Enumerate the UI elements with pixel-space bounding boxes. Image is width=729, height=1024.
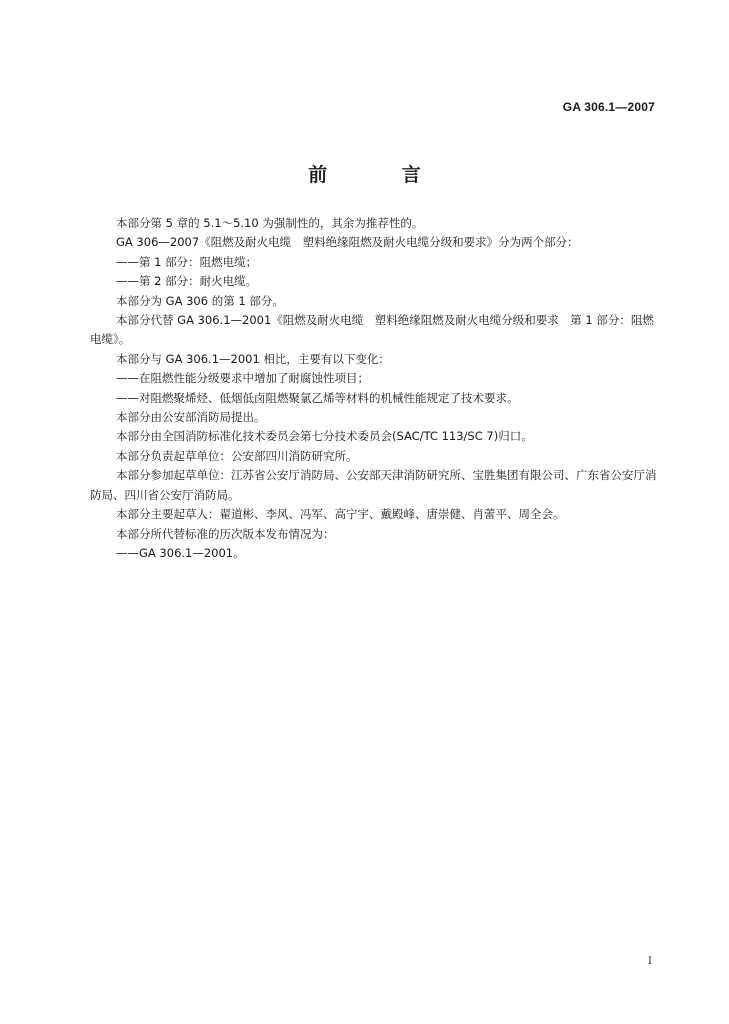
paragraph-changes-intro: 本部分与 GA 306.1—2001 相比，主要有以下变化： [116,351,390,366]
paragraph-part-2: ——第 2 部分：耐火电缆。 [116,274,258,289]
paragraph-history-intro: 本部分所代替标准的历次版本发布情况为： [116,526,335,541]
paragraph-drafters: 本部分主要起草人：翟道彬、李风、冯军、高宁宇、戴殿峰、唐崇健、肖蕾平、周全会。 [116,507,565,522]
page-title: 前 言 [308,164,455,186]
paragraph-standard-parts: GA 306—2007《阻燃及耐火电缆 塑料绝缘阻燃及耐火电缆分级和要求》分为两个部分： [116,235,579,250]
document-code: GA 306.1—2007 [562,100,655,114]
paragraph-change-1: ——在阻燃性能分级要求中增加了耐腐蚀性项目； [116,371,369,386]
paragraph-scope: 本部分第 5 章的 5.1～5.10 为强制性的，其余为推荐性的。 [116,216,424,230]
paragraph-part-1: ——第 1 部分：阻燃电缆； [116,254,258,269]
paragraph-replaces: 本部分代替 GA 306.1—2001《阻燃及耐火电缆 塑料绝缘阻燃及耐火电缆分级和要求 第 1 部分：阻燃电缆》。 [90,313,654,347]
foreword-body [90,214,660,563]
page-number: I [648,956,652,967]
paragraph-change-2: ——对阻燃聚烯烃、低烟低卤阻燃聚氯乙烯等材料的机械性能规定了技术要求。 [116,390,519,405]
paragraph-drafting-unit: 本部分负责起草单位：公安部四川消防研究所。 [116,448,358,463]
paragraph-managed-by: 本部分由全国消防标准化技术委员会第七分技术委员会(SAC/TC 113/SC 7)归口。 [116,429,533,444]
paragraph-proposed-by: 本部分由公安部消防局提出。 [116,410,266,425]
paragraph-history-item: ——GA 306.1—2001。 [116,545,245,560]
paragraph-this-part: 本部分为 GA 306 的第 1 部分。 [116,293,284,308]
paragraph-participating-units: 本部分参加起草单位：江苏省公安厅消防局、公安部天津消防研究所、宝胜集团有限公司、广东省公安厅消防局、四川省公安厅消防局。 [90,468,657,502]
